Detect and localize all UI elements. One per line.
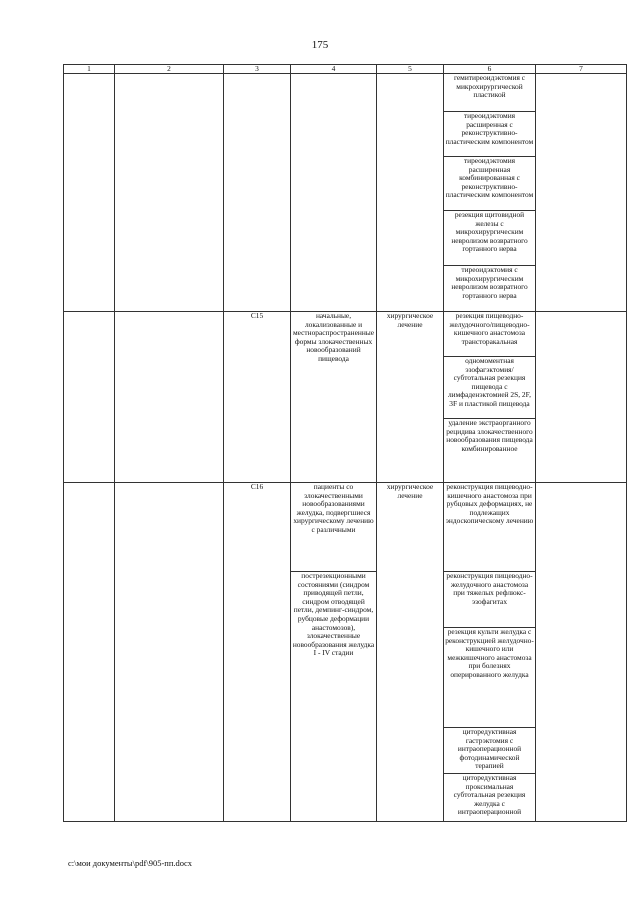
table-row [64, 483, 627, 572]
header-row [64, 65, 627, 74]
header-cell: 2 [115, 65, 224, 74]
header-cell: 7 [536, 65, 627, 74]
treatment-type: хирургическое лечение [377, 312, 444, 483]
header-cell: 6 [444, 65, 536, 74]
diagnosis-code: C15 [224, 312, 291, 483]
header-cell: 1 [64, 65, 115, 74]
method-cell: тиреоидэктомия с микрохирургическим невролизом возвратного гортанного нерва [444, 266, 536, 312]
table-row [64, 312, 627, 357]
method-cell: удаление экстраорганного рецидива злокачественного новообразования пищевода комбинированное [444, 419, 536, 483]
patient-model [291, 74, 377, 312]
patient-model-continued: пострезекционными состояниями (синдром приводящей петли, синдром отводящей петли, демпинг-синдром, рубцовые деформации анастомозов), злокачественные новообразования желудка I - IV стадии [291, 572, 377, 822]
header-cell: 4 [291, 65, 377, 74]
method-cell: резекция пищеводно-желудочного/пищеводно-кишечного анастомоза трансторакальная [444, 312, 536, 357]
diagnosis-code [224, 74, 291, 312]
header-cell: 5 [377, 65, 444, 74]
method-cell: реконструкция пищеводно-желудочного анастомоза при тяжелых рефлюкс-эзофагитах [444, 572, 536, 628]
header-cell: 3 [224, 65, 291, 74]
method-cell: реконструкция пищеводно-кишечного анастомоза при рубцовых деформациях, не подлежащих эндоскопическому лечению [444, 483, 536, 572]
patient-model: пациенты со злокачественными новообразованиями желудка, подвергшиеся хирургическому лечению с различными [291, 483, 377, 572]
diagnosis-code: C16 [224, 483, 291, 822]
page-number: 175 [311, 39, 329, 51]
method-cell: резекция щитовидной железы с микрохирургическим невролизом возвратного гортанного нерва [444, 211, 536, 266]
treatment-type [377, 74, 444, 312]
method-cell: резекция культи желудка с реконструкцией желудочно-кишечного или межкишечного анастомоза при болезнях оперированного желудка [444, 628, 536, 728]
method-cell: тиреоидэктомия расширенная комбинированная с реконструктивно-пластическим компонентом [444, 157, 536, 211]
method-cell: циторедуктивная гастрэктомия с интраоперационной фотодинамической терапией [444, 728, 536, 774]
treatment-type: хирургическое лечение [377, 483, 444, 822]
method-cell: гемитиреоидэктомия с микрохирургической пластикой [444, 74, 536, 112]
method-cell: одномоментная эзофагэктомия/ субтотальная резекция пищевода с лимфаденэктомией 2S, 2F, 3F и пластикой пищевода [444, 357, 536, 419]
document-path: c:\мои документы\pdf\905-пп.docx [68, 858, 193, 868]
procedures-table [63, 64, 627, 822]
table-row [64, 74, 627, 112]
patient-model: начальные, локализованные и местнораспространенные формы злокачественных новообразований пищевода [291, 312, 377, 483]
method-cell: циторедуктивная проксимальная субтотальная резекция желудка с интраоперационной [444, 774, 536, 822]
method-cell: тиреоидэктомия расширенная с реконструктивно-пластическим компонентом [444, 112, 536, 157]
